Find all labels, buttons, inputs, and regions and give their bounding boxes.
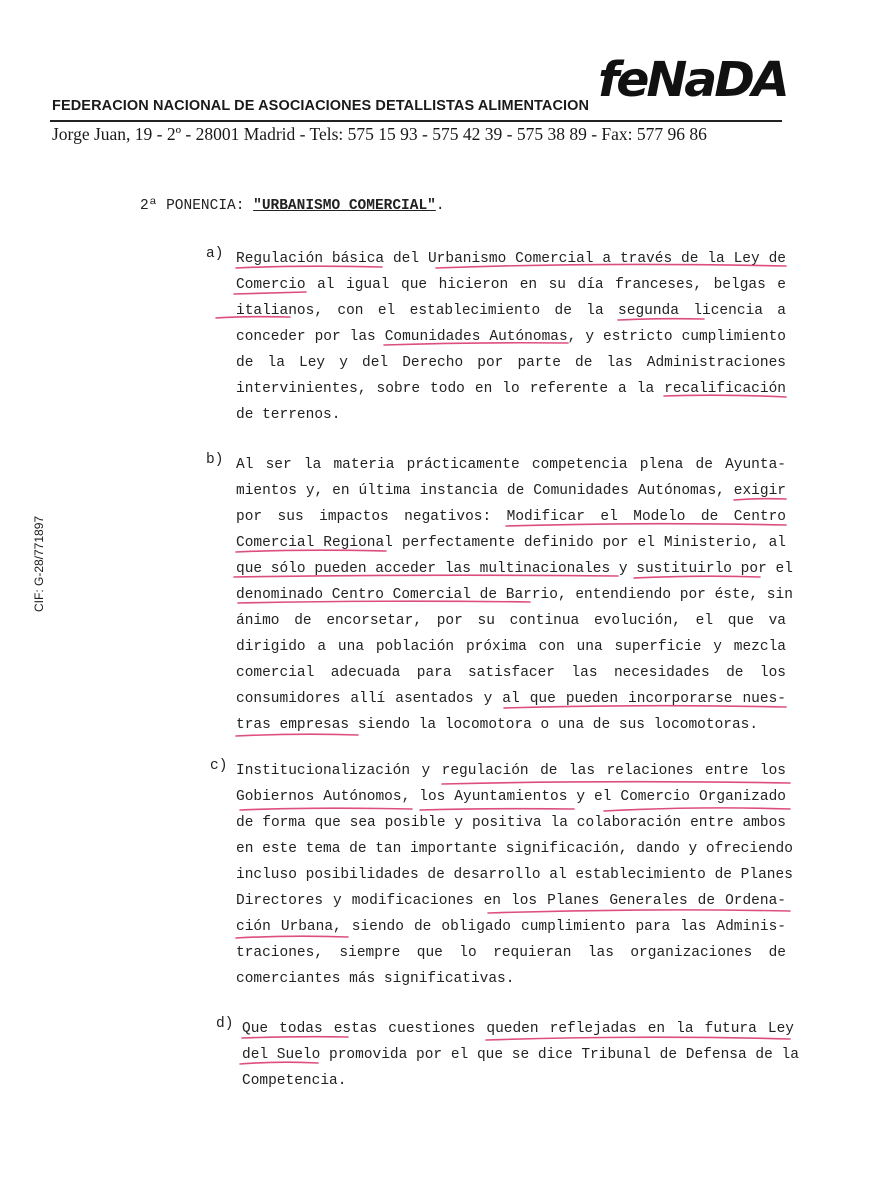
item-line: ánimo de encorsetar, por su continua evolución, el que va	[236, 613, 786, 629]
item-line: conceder por las Comunidades Autónomas, y estricto cumplimiento	[236, 329, 786, 345]
item-line: ción Urbana, siendo de obligado cumplimiento para las Adminis-	[236, 919, 786, 935]
item-letter: c)	[210, 758, 228, 774]
item-line: Directores y modificaciones en los Planes Generales de Ordena-	[236, 893, 786, 909]
item-line: consumidores allí asentados y al que pueden incorporarse nues-	[236, 691, 786, 707]
item-line: italianos, con el establecimiento de la segunda licencia a	[236, 303, 786, 319]
organization-address: Jorge Juan, 19 - 2º - 28001 Madrid - Tels: 575 15 93 - 575 42 39 - 575 38 89 - Fax: 577 96 86	[52, 124, 707, 144]
cif-number: CIF: G-28/771897	[32, 515, 46, 612]
item-line: que sólo pueden acceder las multinacionales y sustituirlo por el	[236, 561, 793, 577]
section-heading	[140, 198, 445, 214]
item-line: del Suelo promovida por el que se dice Tribunal de Defensa de la	[242, 1047, 799, 1063]
list-item-a	[206, 246, 786, 428]
fenada-logo: feNaDA	[598, 52, 787, 108]
item-line: comercial adecuada para satisfacer las necesidades de los	[236, 665, 786, 681]
item-line: Institucionalización y regulación de las relaciones entre los	[236, 763, 786, 779]
item-line: mientos y, en última instancia de Comunidades Autónomas, exigir	[236, 483, 786, 499]
item-line: Al ser la materia prácticamente competencia plena de Ayunta-	[236, 457, 786, 473]
heading-prefix: 2ª PONENCIA:	[140, 198, 254, 214]
item-line: de terrenos.	[236, 407, 341, 423]
heading-title: "URBANISMO COMERCIAL"	[253, 198, 436, 214]
item-line: intervinientes, sobre todo en lo referente a la recalificación	[236, 381, 786, 397]
list-item-c	[206, 758, 793, 992]
item-line: por sus impactos negativos: Modificar el Modelo de Centro	[236, 509, 786, 525]
list-item-d	[210, 1016, 799, 1094]
list-item-b	[206, 452, 793, 738]
item-line: Que todas estas cuestiones queden reflejadas en la futura Ley	[242, 1021, 794, 1037]
header-rule	[50, 120, 782, 122]
item-line: tras empresas siendo la locomotora o una de sus locomotoras.	[236, 717, 759, 733]
item-line: dirigido a una población próxima con una superficie y mezcla	[236, 639, 786, 655]
item-line: Comercio al igual que hicieron en su día franceses, belgas e	[236, 277, 786, 293]
item-line: de forma que sea posible y positiva la colaboración entre ambos	[236, 815, 786, 831]
item-line: de la Ley y del Derecho por parte de las Administraciones	[236, 355, 786, 371]
item-line: traciones, siempre que lo requieran las organizaciones de	[236, 945, 786, 961]
item-line: en este tema de tan importante significación, dando y ofreciendo	[236, 841, 793, 857]
item-line: comerciantes más significativas.	[236, 971, 515, 987]
item-letter: a)	[206, 246, 224, 262]
heading-suffix: .	[435, 198, 445, 214]
item-line: denominado Centro Comercial de Barrio, entendiendo por éste, sin	[236, 587, 793, 603]
organization-name: FEDERACION NACIONAL DE ASOCIACIONES DETALLISTAS ALIMENTACION	[52, 98, 590, 114]
item-line: Competencia.	[242, 1073, 347, 1089]
item-line: Regulación básica del Urbanismo Comercial a través de la Ley de	[236, 251, 786, 267]
item-line: Comercial Regional perfectamente definido por el Ministerio, al	[236, 535, 786, 551]
item-letter: b)	[206, 452, 224, 468]
item-line: Gobiernos Autónomos, los Ayuntamientos y el Comercio Organizado	[236, 789, 786, 805]
item-line: incluso posibilidades de desarrollo al establecimiento de Planes	[236, 867, 793, 883]
item-letter: d)	[216, 1016, 234, 1032]
